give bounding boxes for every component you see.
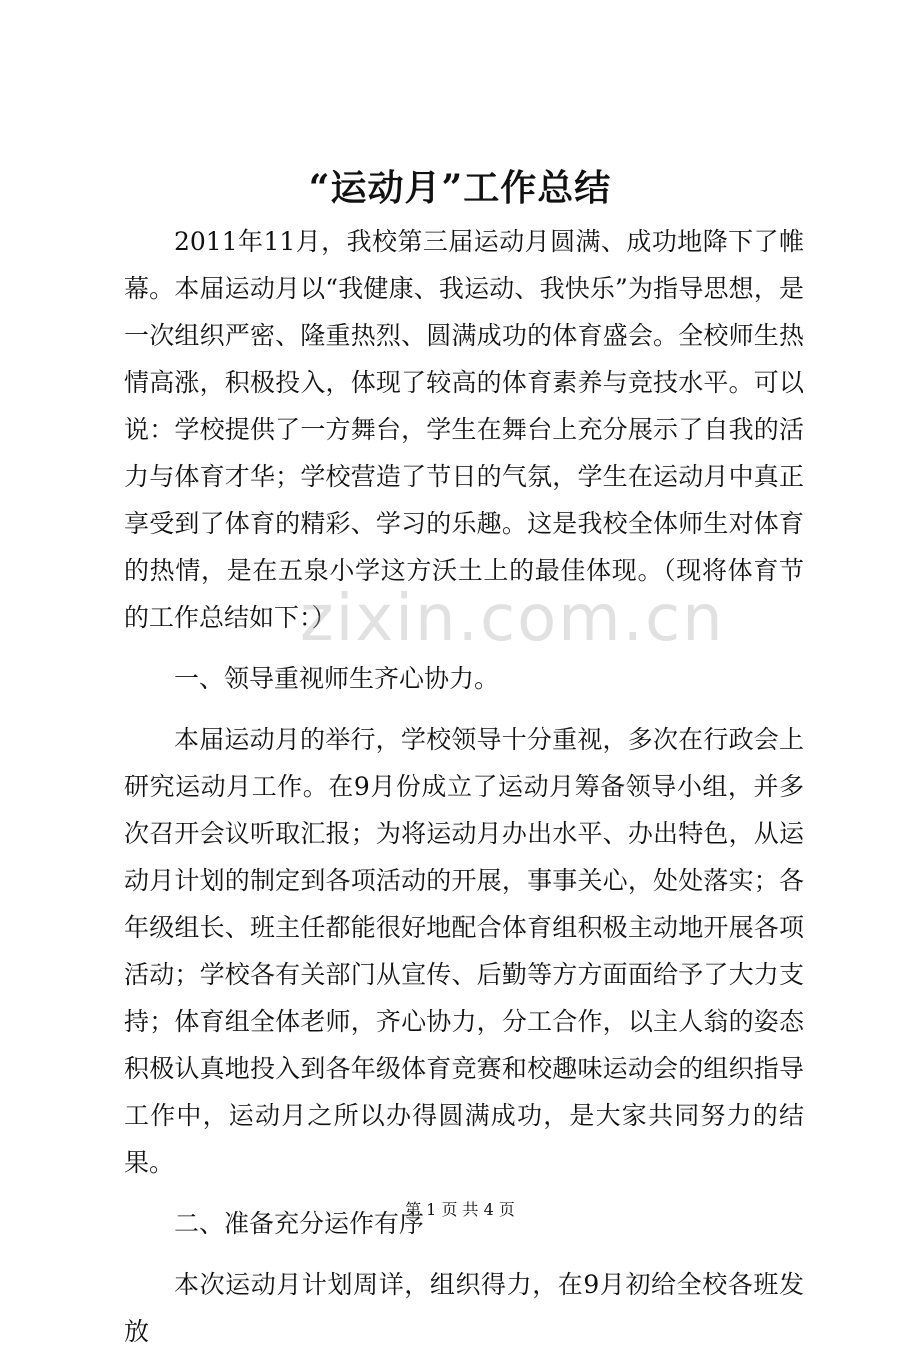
document-body	[124, 218, 804, 1369]
document-title: “运动月”工作总结	[308, 167, 612, 209]
section-heading-1: 一、领导重视师生齐心协力。	[174, 664, 500, 693]
watermark: zixin.com.cn	[300, 582, 725, 656]
paragraph-section-2: 本次运动月计划周详，组织得力，在9月初给全校各班发放	[124, 1270, 804, 1346]
section-heading-2: 二、准备充分运作有序	[174, 1209, 425, 1238]
page-footer: 第 1 页 共 4 页	[405, 1200, 515, 1219]
paragraph-intro: 2011年11月，我校第三届运动月圆满、成功地降下了帷幕。本届运动月以“我健康、我运动、我快乐”为指导思想，是一次组织严密、隆重热烈、圆满成功的体育盛会。全校师生热情高涨，积极投入，体现了较高的体育素养与竞技水平。可以说：学校提供了一方舞台，学生在舞台上充分展示了自我的活力与体育才华；学校营造了节日的气氛，学生在运动月中真正享受到了体育的精彩、学习的乐趣。这是我校全体师生对体育的热情，是在五泉小学这方沃土上的最佳体现。（现将体育节的工作总结如下：）	[124, 227, 804, 632]
paragraph-section-1: 本届运动月的举行，学校领导十分重视，多次在行政会上研究运动月工作。在9月份成立了运动月筹备领导小组，并多次召开会议听取汇报；为将运动月办出水平、办出特色，从运动月计划的制定到各项活动的开展，事事关心，处处落实；各年级组长、班主任都能很好地配合体育组积极主动地开展各项活动；学校各有关部门从宣传、后勤等方方面面给予了大力支持；体育组全体老师，齐心协力，分工合作，以主人翁的姿态积极认真地投入到各年级体育竞赛和校趣味运动会的组织指导工作中，运动月之所以办得圆满成功，是大家共同努力的结果。	[124, 725, 804, 1177]
